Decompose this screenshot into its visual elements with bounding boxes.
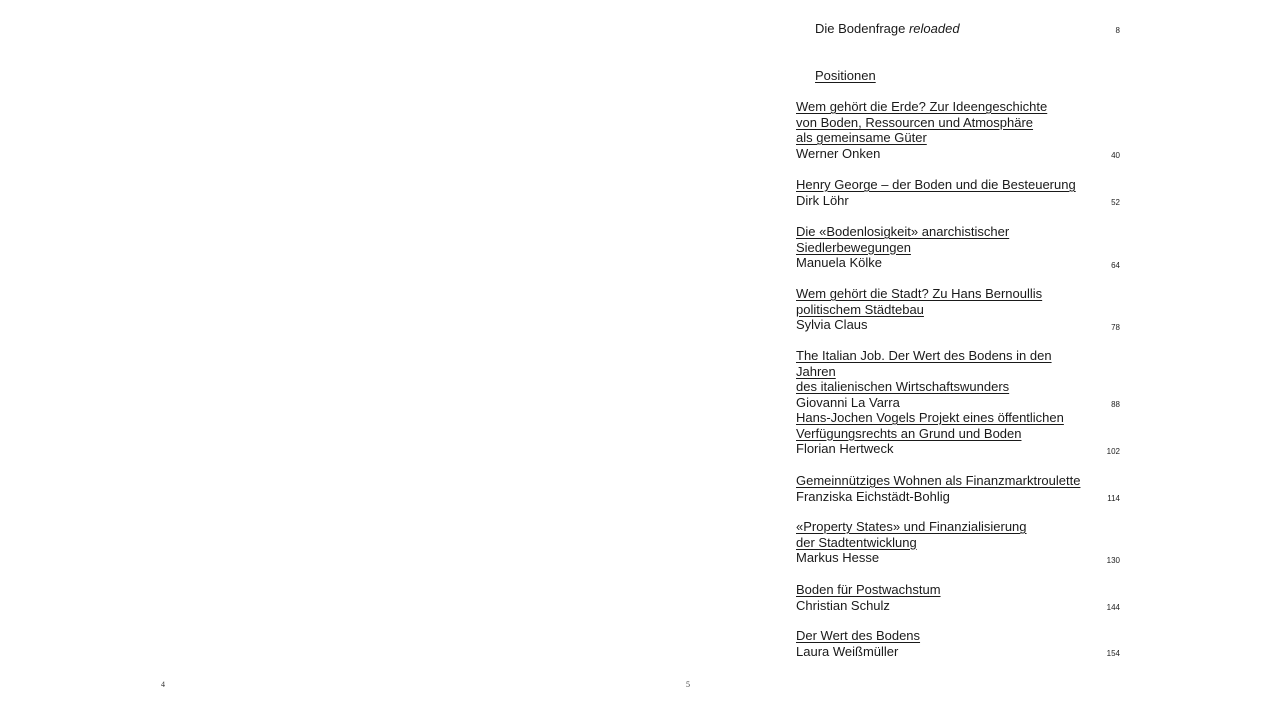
entry-page-number: 52 bbox=[1111, 198, 1120, 207]
entry-page-number: 78 bbox=[1111, 322, 1120, 332]
toc-entry[interactable] bbox=[796, 99, 1120, 161]
page-number-right: 5 bbox=[686, 680, 690, 689]
entry-author: Manuela Kölke bbox=[796, 255, 882, 270]
entry-title[interactable]: Henry George – der Boden und die Besteuerung bbox=[796, 177, 1076, 192]
entry-title[interactable]: Wem gehört die Erde? Zur Ideengeschichte von Boden, Ressourcen und Atmosphäre als gemeinsame Güter bbox=[796, 99, 1048, 145]
entry-title[interactable]: Die «Bodenlosigkeit» anarchistischer Siedlerbewegungen bbox=[796, 224, 1010, 255]
intro-title-italic: reloaded bbox=[908, 21, 960, 36]
entry-page-number: 144 bbox=[1106, 603, 1120, 612]
toc-entry[interactable] bbox=[796, 348, 1120, 410]
entry-page-number: 102 bbox=[1106, 446, 1120, 456]
entry-author: Franziska Eichstädt-Bohlig bbox=[796, 488, 950, 504]
toc-entry[interactable] bbox=[796, 519, 1120, 566]
entry-page-number: 88 bbox=[1111, 400, 1120, 409]
toc-entry[interactable] bbox=[796, 286, 1120, 333]
entry-title[interactable]: Boden für Postwachstum bbox=[796, 582, 941, 597]
entry-author: Markus Hesse bbox=[796, 550, 880, 565]
entry-author: Laura Weißmüller bbox=[796, 643, 899, 659]
page-number-left: 4 bbox=[161, 680, 165, 689]
entry-title[interactable]: «Property States» und Finanzialisierung der Stadtentwicklung bbox=[796, 519, 1027, 550]
entry-page-number: 40 bbox=[1111, 151, 1120, 160]
entry-page-number: 114 bbox=[1107, 494, 1120, 503]
entry-title[interactable]: Hans-Jochen Vogels Projekt eines öffentlichen Verfügungsrechts an Grund und Boden bbox=[796, 410, 1064, 441]
toc-entry[interactable] bbox=[796, 473, 1120, 504]
intro-title-main: Die Bodenfrage bbox=[815, 21, 906, 36]
entry-page-number: 64 bbox=[1111, 260, 1120, 270]
entry-author: Giovanni La Varra bbox=[796, 394, 900, 410]
entry-author: Florian Hertweck bbox=[796, 441, 894, 456]
entry-title[interactable]: The Italian Job. Der Wert des Bodens in den Jahren des italienischen Wirtschaftswunders bbox=[796, 348, 1052, 394]
entry-page-number: 154 bbox=[1106, 649, 1120, 658]
toc-entry[interactable] bbox=[796, 410, 1120, 457]
section-heading[interactable]: Positionen bbox=[815, 68, 876, 83]
toc-entry[interactable] bbox=[796, 224, 1120, 271]
entry-title[interactable]: Wem gehört die Stadt? Zu Hans Bernoullis politischem Städtebau bbox=[796, 286, 1043, 317]
toc-entry[interactable] bbox=[796, 582, 1120, 613]
entry-title[interactable]: Der Wert des Bodens bbox=[796, 628, 921, 643]
intro-title bbox=[815, 21, 960, 37]
entry-title[interactable]: Gemeinnütziges Wohnen als Finanzmarktroulette bbox=[796, 473, 1081, 488]
intro-page-number: 8 bbox=[1115, 26, 1120, 35]
entry-author: Sylvia Claus bbox=[796, 317, 868, 332]
toc-entry[interactable] bbox=[796, 628, 1120, 659]
entry-author: Werner Onken bbox=[796, 145, 881, 161]
entry-author: Christian Schulz bbox=[796, 597, 890, 613]
entry-author: Dirk Löhr bbox=[796, 192, 849, 208]
toc-entry[interactable] bbox=[796, 177, 1120, 208]
entry-page-number: 130 bbox=[1106, 555, 1120, 565]
